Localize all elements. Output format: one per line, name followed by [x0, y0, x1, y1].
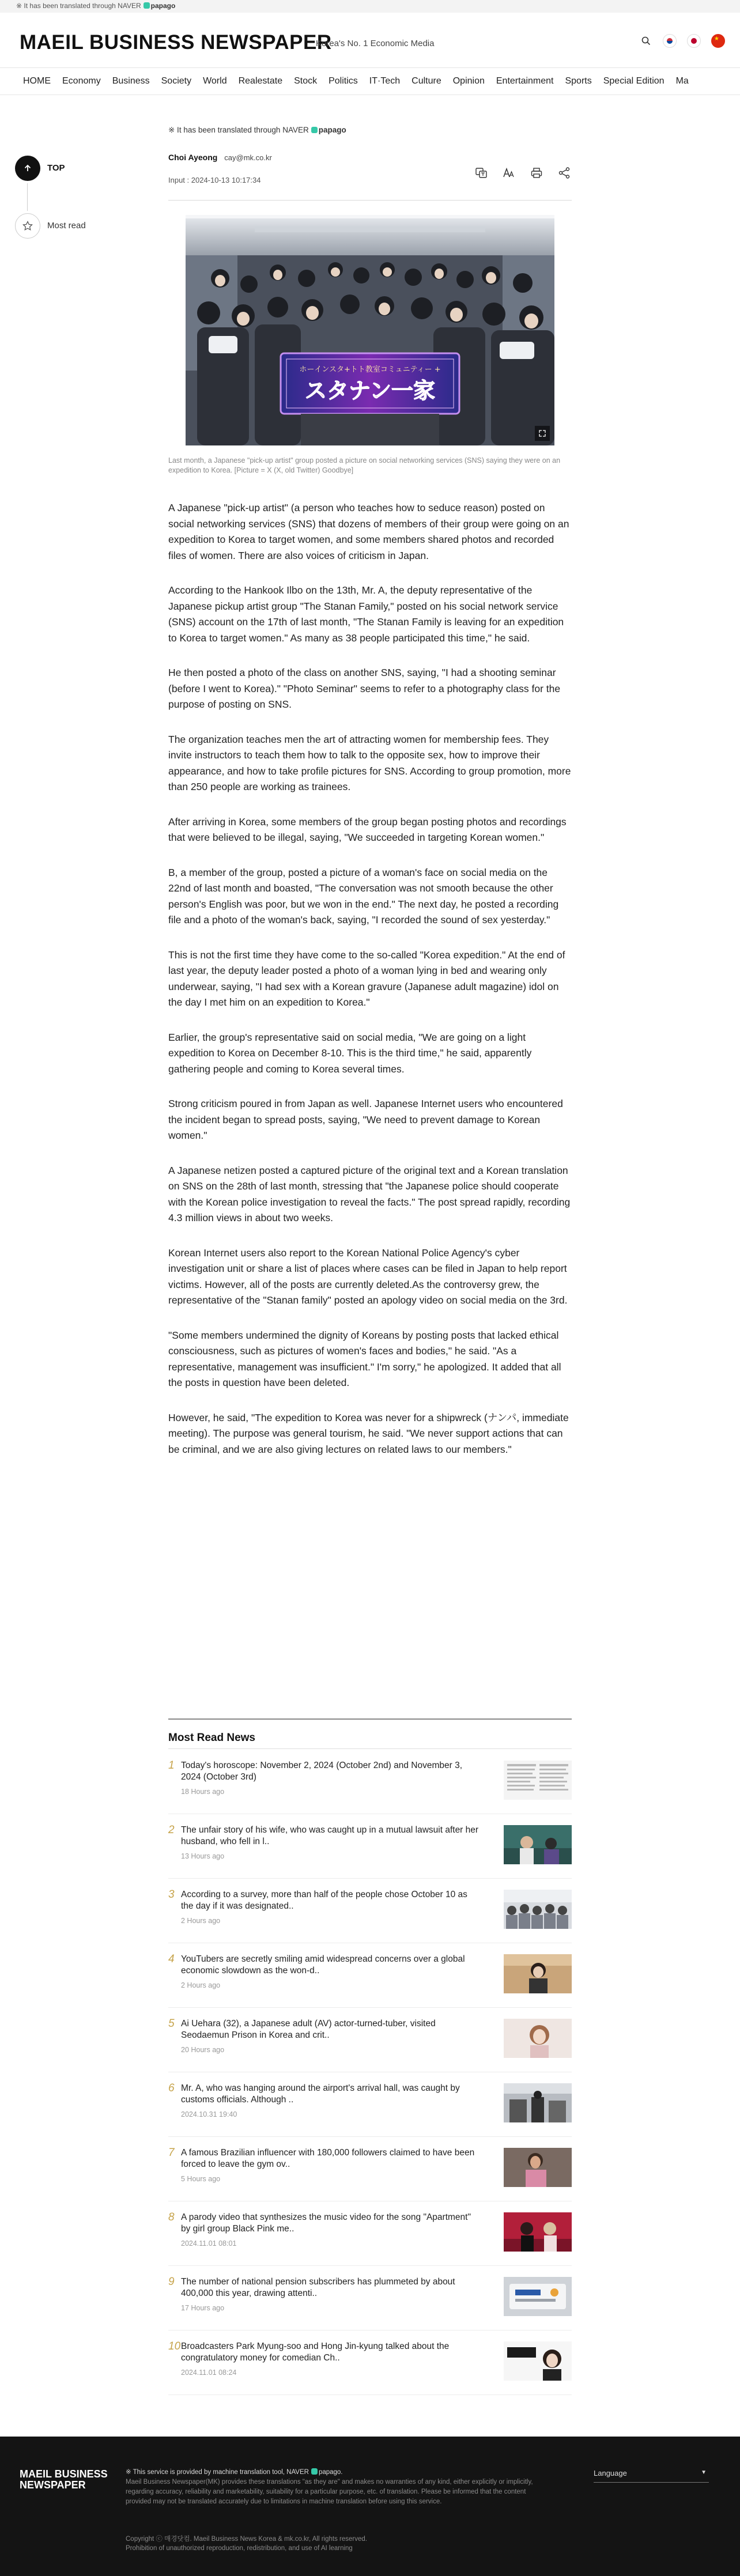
article-paragraph: A Japanese netizen posted a captured picture of the original text and a Korean translation on SNS on the 28th of last month, stressing that "the Japanese police should cooperate with the Korean police investigation to reveal the facts." The post spread rapidly, recording 4.3 million views in about two weeks. — [168, 1164, 571, 1223]
most-read-item[interactable] — [168, 2331, 572, 2395]
footer-copyright: Copyright ⓒ 매경닷컴. Maeil Business News Korea & mk.co.kr, All rights reserved. — [126, 2536, 367, 2543]
rank-number: 1 — [168, 1759, 175, 1772]
translation-notice-bar — [0, 0, 740, 13]
article-translation-note — [168, 126, 346, 135]
article-paragraph: This is not the first time they have come to the so-called "Korea expedition." At the end of last year, the deputy leader posted a photo of a woman lying in bed and wearing only underwear, saying, "I had sex with a Korean gravure (Japanese adult magazine) idol on the day I met him on an expedition to Korea." — [168, 949, 565, 1008]
article-tools — [474, 165, 572, 180]
article-end-divider — [168, 1718, 572, 1720]
nav-item-it-tech[interactable]: IT·Tech — [369, 76, 401, 86]
article-translation-text: ※ It has been translated through NAVER — [168, 126, 309, 134]
news-time: 2024.10.31 19:40 — [181, 2110, 237, 2118]
rank-number: 9 — [168, 2276, 175, 2288]
article-paragraph: A Japanese "pick-up artist" (a person who teaches how to seduce reason) posted on social networking services (SNS) that dozens of members of their group were going on an expedition to Korea to target women, and some members shared photos and recorded files of women. There are also voices of criticism in Japan. — [168, 502, 569, 561]
article-body — [168, 500, 572, 1476]
news-time: 18 Hours ago — [181, 1788, 225, 1796]
translation-notice-text: ※ It has been translated through NAVER — [16, 2, 141, 10]
rank-number: 4 — [168, 1953, 175, 1965]
article-paragraph: However, he said, "The expedition to Korea was never for a shipwreck (ナンパ, immediate meeting). The purpose was general tourism, he said. "We never support actions that can be criminal, and we are also giving lectures on related laws to our members." — [168, 1411, 569, 1455]
papago-label: papago — [150, 2, 176, 10]
article-meta — [168, 153, 572, 199]
news-thumbnail[interactable] — [504, 2277, 572, 2316]
article-paragraph: According to the Hankook Ilbo on the 13th, Mr. A, the deputy representative of the Japanese pickup artist group "The Stanan Family," posted on his social network service (SNS) account on the 17th of last month, "The Stanan Family is leaving for an expedition to Korea to target women." As many as 38 people participated this time," he said. — [168, 584, 564, 644]
news-time: 2 Hours ago — [181, 1917, 221, 1925]
footer-copyright-block — [126, 2535, 546, 2553]
footer-logo[interactable] — [20, 2469, 123, 2491]
article-paragraph: Strong criticism poured in from Japan as well. Japanese Internet users who encountered the incident began to spread posts, saying, "We need to prevent damage to Korean women." — [168, 1098, 563, 1141]
nav-item-business[interactable]: Business — [112, 76, 150, 86]
search-icon[interactable] — [640, 35, 652, 47]
nav-item-culture[interactable]: Culture — [411, 76, 441, 86]
papago-label: papago — [318, 126, 346, 134]
footer-logo-line1: MAEIL BUSINESS — [20, 2468, 108, 2480]
news-time: 20 Hours ago — [181, 2046, 225, 2054]
footer-disclaimer — [126, 2468, 546, 2507]
news-thumbnail[interactable] — [504, 1825, 572, 1864]
most-read-item[interactable] — [168, 2137, 572, 2201]
article-paragraph: "Some members undermined the dignity of Koreans by posting posts that lacked ethical consciousness, such as pictures of women's faces and bodies," he said. "As a representative, management was insufficient." I'm sorry," he apologized. It added that all the posts in question have been deleted. — [168, 1329, 561, 1388]
nav-item-sports[interactable]: Sports — [565, 76, 592, 86]
article-paragraph: Korean Internet users also report to the Korean National Police Agency's cyber investigation unit or share a list of places where cases can be filed in Japan to help report victims. However, all of the posts are currently deleted.As the controversy grew, the representative of the "Stanan family" posted an apology video on social media on the 3rd. — [168, 1247, 568, 1306]
news-title[interactable]: Today's horoscope: November 2, 2024 (October 2nd) and November 3, 2024 (October 3rd) — [181, 1761, 463, 1782]
footer-notice-body: Maeil Business Newspaper(MK) provides these translations "as they are" and makes no warranties of any kind, either explicitly or implicitly, regarding accuracy, reliability and marketability, suitability for a particular purpose, etc. of translation. Please be informed that the content provided may not be translated accurately due to limitations in machine translation before using this service. — [126, 2479, 533, 2505]
most-read-divider — [168, 1748, 572, 1749]
group-photo-illustration — [186, 215, 554, 445]
scroll-top-label[interactable]: TOP — [47, 163, 65, 173]
scroll-top-button[interactable] — [15, 156, 40, 181]
most-read-item[interactable] — [168, 2266, 572, 2331]
rank-number: 3 — [168, 1888, 175, 1901]
author-email[interactable]: cay@mk.co.kr — [224, 153, 272, 162]
rank-number: 8 — [168, 2211, 175, 2223]
news-title[interactable]: YouTubers are secretly smiling amid widespread concerns over a global economic slowdown as the won-d.. — [181, 1954, 465, 1976]
most-read-item[interactable] — [168, 2072, 572, 2137]
article-paragraph: B, a member of the group, posted a picture of a woman's face on social media on the 22nd of last month and boasted, "The conversation was not smooth because the other person's English was poor, but we won in the end." The next day, he posted a recording file and a photo of the woman's back, saying, "I recorded the sound of sex yesterday." — [168, 866, 559, 926]
nav-item-realestate[interactable]: Realestate — [238, 76, 283, 86]
news-title[interactable]: Ai Uehara (32), a Japanese adult (AV) actor-turned-tuber, visited Seodaemun Prison in Korea and crit.. — [181, 2019, 436, 2040]
article-paragraph: After arriving in Korea, some members of the group began posting photos and recordings that were believed to be illegal, saying, "We succeeded in targeting Korean women." — [168, 815, 567, 843]
footer-prohibition: Prohibition of unauthorized reproduction, redistribution, and use of AI learning — [126, 2545, 353, 2552]
footer-papago-label: papago. — [318, 2469, 343, 2476]
most-read-item[interactable] — [168, 2201, 572, 2266]
most-read-button[interactable] — [15, 213, 40, 239]
header-tools — [640, 34, 725, 48]
news-title[interactable]: Mr. A, who was hanging around the airport's arrival hall, was caught by customs officials. Although .. — [181, 2083, 460, 2105]
side-divider — [27, 183, 28, 211]
news-thumbnail[interactable] — [504, 2148, 572, 2187]
news-time: 2024.11.01 08:01 — [181, 2239, 237, 2248]
rank-number: 6 — [168, 2082, 175, 2094]
article-paragraph: The organization teaches men the art of attracting women for membership fees. They invite instructors to teach them how to talk to the opposite sex, how to improve their appearance, and how to take profile pictures for SNS. According to group promotion, more than 250 people are working as trainees. — [168, 733, 571, 792]
nav-item-entertainment[interactable]: Entertainment — [496, 76, 554, 86]
news-title[interactable]: The number of national pension subscribers has plummeted by about 400,000 this year, drawing attenti.. — [181, 2277, 455, 2298]
photo-banner-big: スタナン一家 — [304, 378, 436, 403]
news-time: 5 Hours ago — [181, 2175, 221, 2183]
photo-caption: Last month, a Japanese "pick-up artist" group posted a picture on social networking services (SNS) saying they were on an expedition to Korea. [Picture = X (X, old Twitter) Goodbye] — [168, 456, 561, 474]
input-time: 2024-10-13 10:17:34 — [191, 176, 261, 184]
share-icon[interactable] — [557, 165, 572, 180]
main-nav — [0, 67, 740, 95]
japanese-flag-icon[interactable] — [687, 34, 701, 48]
rank-number: 2 — [168, 1824, 175, 1836]
news-thumbnail[interactable] — [504, 1761, 572, 1800]
rank-number: 10 — [168, 2340, 181, 2352]
nav-item-opinion[interactable]: Opinion — [452, 76, 485, 86]
author-name[interactable]: Choi Ayeong — [168, 153, 218, 162]
nav-item-special-edition[interactable]: Special Edition — [603, 76, 665, 86]
article-paragraph: Earlier, the group's representative said on social media, "We are going on a light expedition to Korea on December 8-10. This is the third time," he said, apparently gathering people and coming to Korea several times. — [168, 1031, 532, 1075]
article-header-divider — [168, 200, 572, 201]
language-label: Language — [594, 2469, 627, 2477]
nav-item-politics[interactable]: Politics — [329, 76, 358, 86]
most-read-item[interactable] — [168, 2008, 572, 2072]
most-read-item[interactable] — [168, 1879, 572, 1943]
site-logo[interactable]: MAEIL BUSINESS NEWSPAPER — [20, 31, 332, 54]
nav-item-home[interactable]: HOME — [23, 76, 51, 86]
nav-item-world[interactable]: World — [203, 76, 227, 86]
rank-number: 7 — [168, 2147, 175, 2159]
news-thumbnail[interactable] — [504, 1954, 572, 1993]
input-label: Input : — [168, 176, 190, 184]
news-title[interactable]: According to a survey, more than half of the people chose October 10 as the day if it was designated.. — [181, 1890, 467, 1911]
rank-number: 5 — [168, 2018, 175, 2030]
papago-logo-icon — [311, 2468, 318, 2475]
most-read-item[interactable] — [168, 1750, 572, 1814]
language-select[interactable] — [594, 2467, 709, 2483]
article-paragraph: He then posted a photo of the class on another SNS, saying, "I had a shooting seminar (before I went to Korea)." "Photo Seminar" seems to refer to a photography class for the purpose of posting on SNS. — [168, 667, 561, 710]
most-read-list — [168, 1750, 572, 2395]
footer-logo-line2: NEWSPAPER — [20, 2479, 86, 2491]
news-time: 2 Hours ago — [181, 1981, 221, 1989]
news-title[interactable]: A parody video that synthesizes the music video for the song "Apartment" by girl group Black Pink me.. — [181, 2212, 471, 2234]
expand-image-icon[interactable] — [535, 426, 550, 441]
arrow-up-icon — [23, 164, 32, 173]
most-read-item[interactable] — [168, 1943, 572, 2008]
news-title[interactable]: The unfair story of his wife, who was caught up in a mutual lawsuit after her husband, who fell in l.. — [181, 1825, 479, 1846]
news-time: 13 Hours ago — [181, 1852, 225, 1860]
site-tagline: Korea's No. 1 Economic Media — [316, 39, 435, 48]
news-title[interactable]: Broadcasters Park Myung-soo and Hong Jin-kyung talked about the congratulatory money for comedian Ch.. — [181, 2341, 450, 2363]
korean-flag-icon[interactable] — [663, 34, 677, 48]
site-header — [0, 13, 740, 67]
nav-item-more[interactable]: Ma — [675, 76, 689, 86]
footer-notice-lead: ※ This service is provided by machine translation tool, NAVER — [126, 2469, 309, 2476]
site-footer — [0, 2437, 740, 2576]
news-thumbnail[interactable] — [504, 1890, 572, 1929]
caret-down-icon: ▼ — [701, 2469, 707, 2476]
nav-item-stock[interactable]: Stock — [294, 76, 318, 86]
news-thumbnail[interactable] — [504, 2212, 572, 2252]
star-icon — [22, 220, 33, 232]
most-read-label[interactable]: Most read — [47, 221, 86, 231]
papago-logo-icon — [144, 2, 150, 9]
translate-icon[interactable] — [474, 165, 489, 180]
news-time: 2024.11.01 08:24 — [181, 2369, 237, 2377]
news-thumbnail[interactable] — [504, 2341, 572, 2381]
news-thumbnail[interactable] — [504, 2019, 572, 2058]
nav-item-society[interactable]: Society — [161, 76, 192, 86]
nav-item-economy[interactable]: Economy — [62, 76, 101, 86]
papago-logo-icon — [311, 127, 318, 133]
chinese-flag-icon[interactable] — [711, 34, 725, 48]
most-read-heading: Most Read News — [168, 1732, 255, 1744]
photo-banner-small: ホーインスタ+トト教室コミュニティー + — [299, 365, 441, 374]
article-photo[interactable] — [186, 215, 554, 445]
most-read-item[interactable] — [168, 1814, 572, 1879]
news-title[interactable]: A famous Brazilian influencer with 180,000 followers claimed to have been forced to leave the gym ov.. — [181, 2148, 475, 2169]
news-time: 17 Hours ago — [181, 2304, 225, 2312]
news-thumbnail[interactable] — [504, 2083, 572, 2122]
print-icon[interactable] — [529, 165, 544, 180]
font-size-icon[interactable] — [501, 165, 516, 180]
